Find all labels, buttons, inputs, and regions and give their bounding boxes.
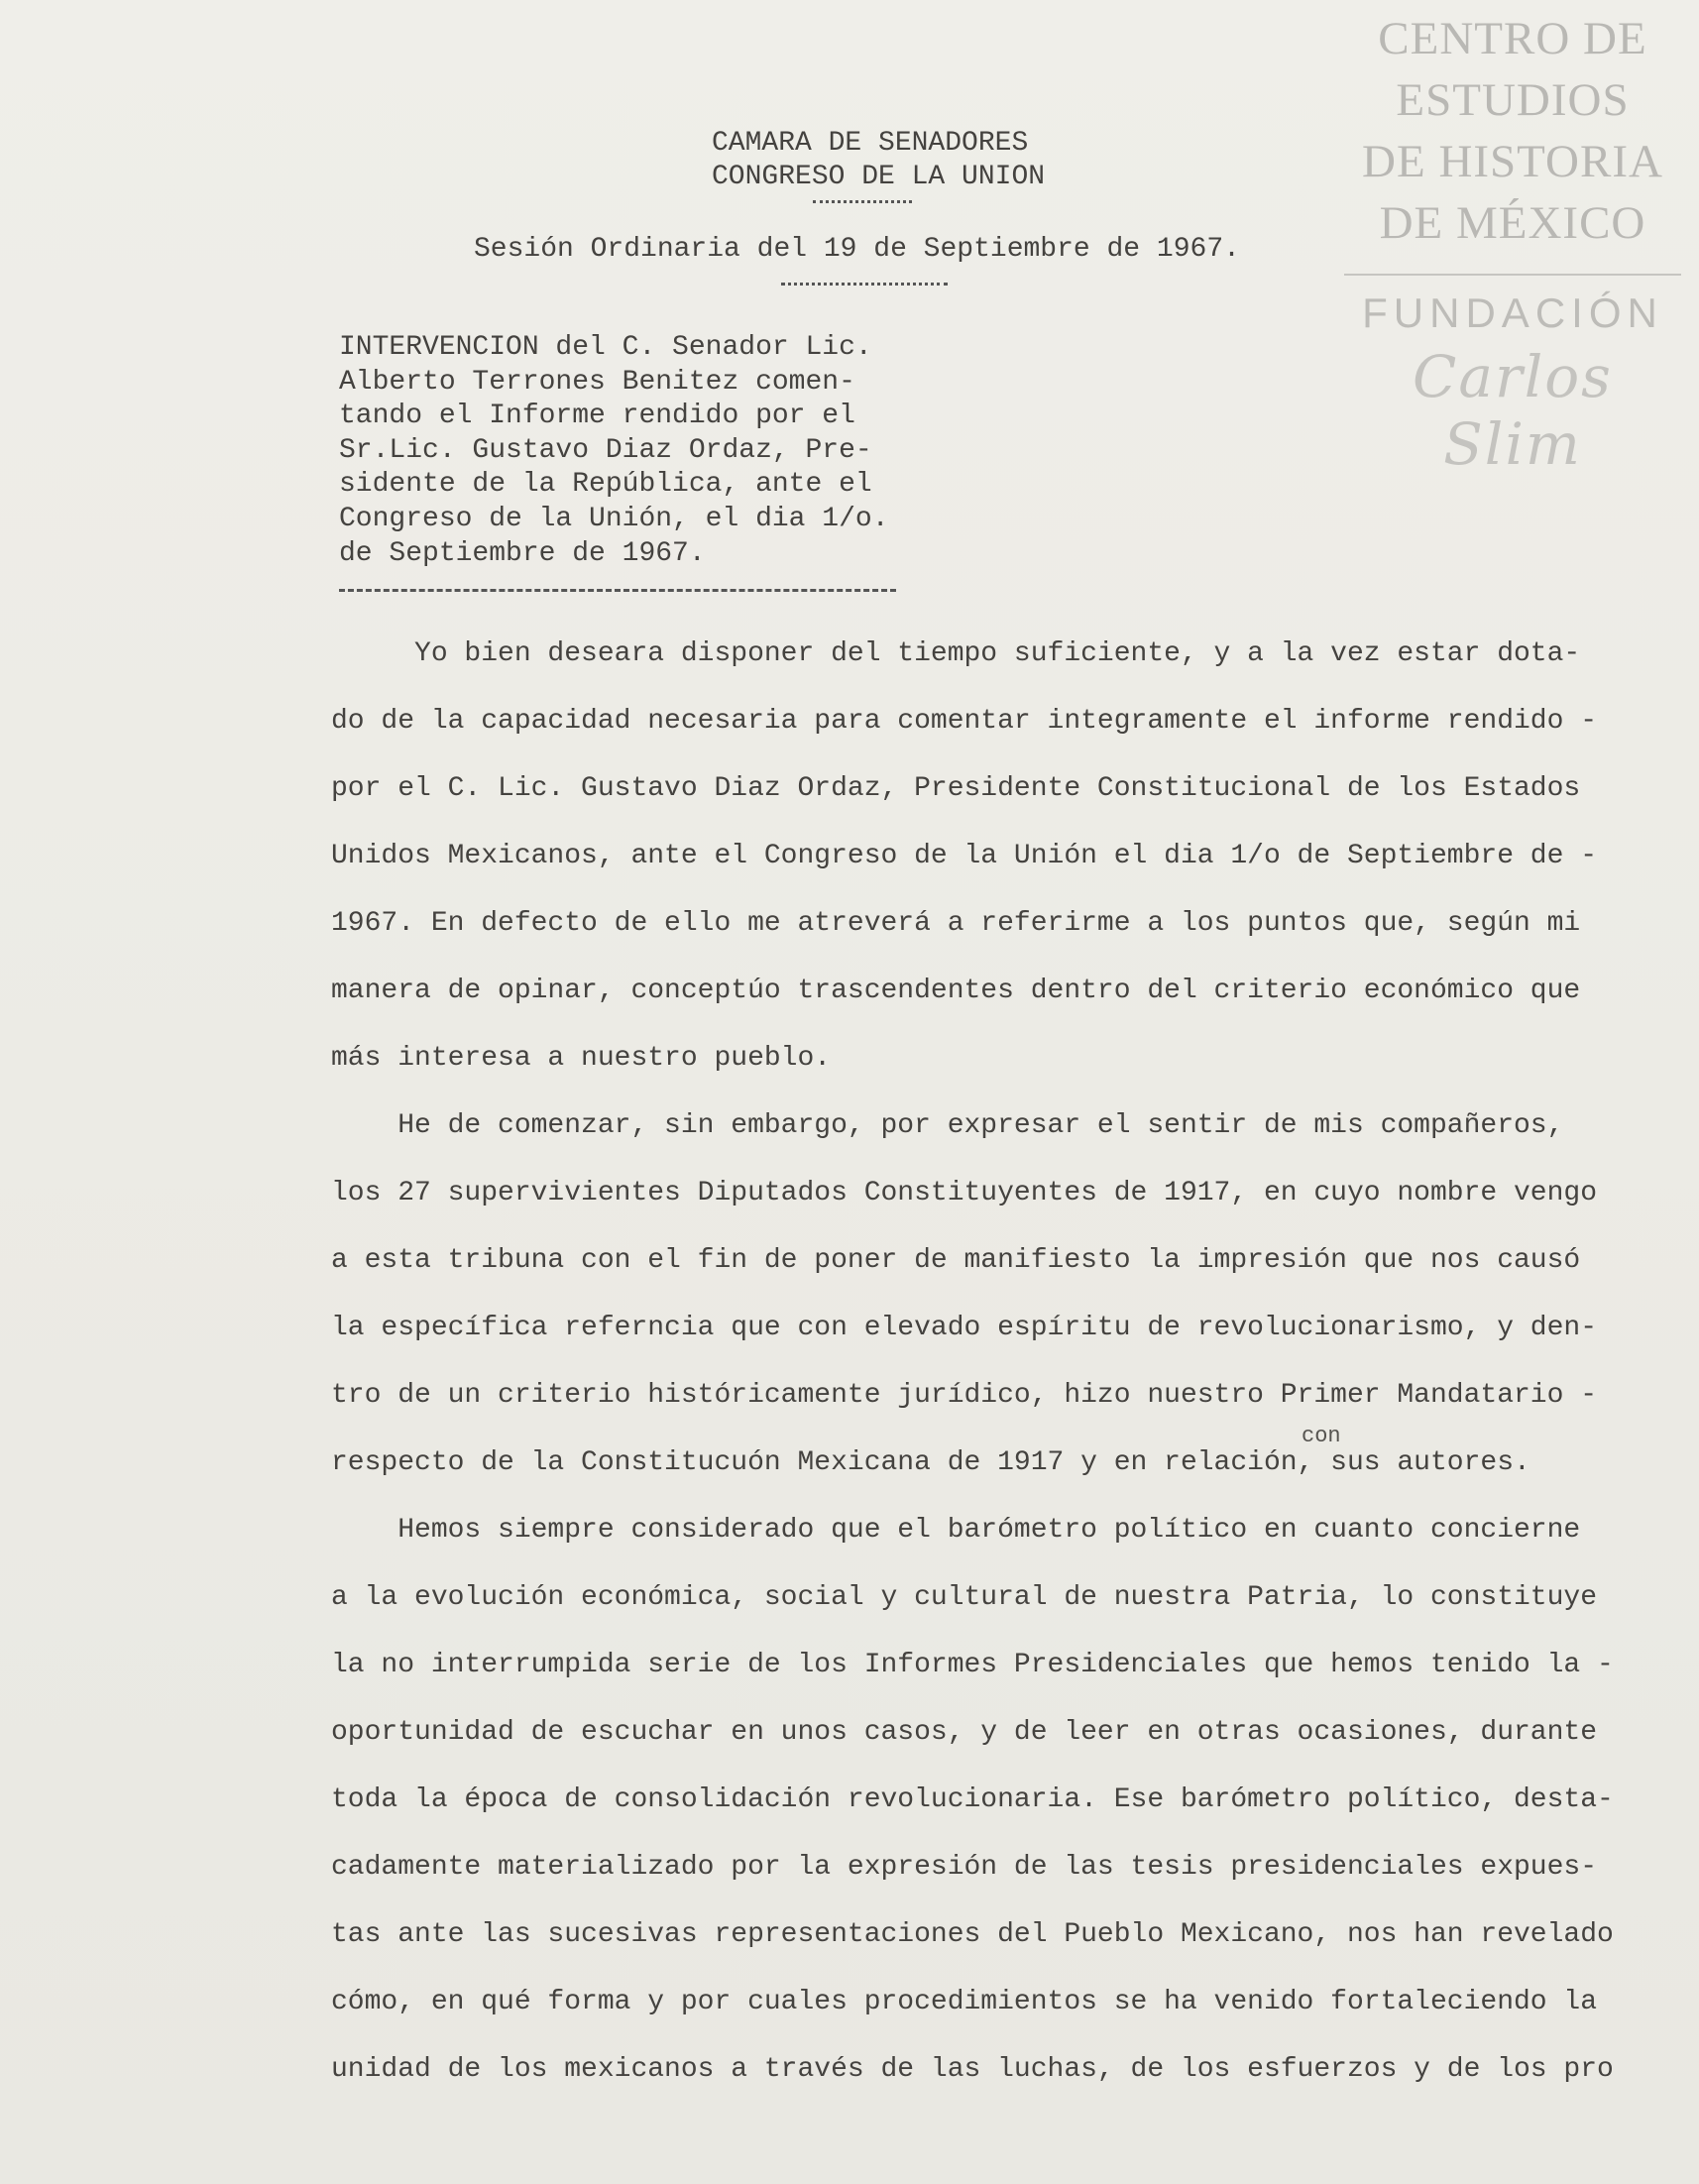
body-line: Yo bien deseara disponer del tiempo suficiente, y a la vez estar dota- bbox=[331, 638, 1581, 669]
body-line: 1967. En defecto de ello me atreverá a referirme a los puntos que, según mi bbox=[331, 908, 1581, 939]
body-line: unidad de los mexicanos a través de las luchas, de los esfuerzos y de los pro bbox=[331, 2054, 1614, 2085]
intervention-line: Sr.Lic. Gustavo Diaz Ordaz, Pre- bbox=[339, 434, 872, 466]
body-line: He de comenzar, sin embargo, por expresar el sentir de mis compañeros, bbox=[331, 1110, 1564, 1141]
body-line: la específica referncia que con elevado espíritu de revolucionarismo, y den- bbox=[331, 1313, 1598, 1343]
speech-body bbox=[331, 632, 1640, 2116]
body-line: los 27 supervivientes Diputados Constituyentes de 1917, en cuyo nombre vengo bbox=[331, 1178, 1598, 1208]
body-line: tro de un criterio históricamente jurídico, hizo nuestro Primer Mandatario - bbox=[331, 1380, 1598, 1411]
body-line: la no interrumpida serie de los Informes Presidenciales que hemos tenido la - bbox=[331, 1650, 1614, 1680]
body-line: cómo, en qué forma y por cuales procedimientos se ha venido fortaleciendo la bbox=[331, 1987, 1598, 2017]
body-line: por el C. Lic. Gustavo Diaz Ordaz, Presidente Constitucional de los Estados bbox=[331, 773, 1581, 804]
watermark-line: DE HISTORIA bbox=[1362, 136, 1663, 187]
archive-watermark bbox=[1344, 8, 1681, 478]
watermark-foundation: FUNDACIÓN bbox=[1362, 289, 1663, 336]
intervention-line: de Septiembre de 1967. bbox=[339, 537, 706, 569]
body-line: a la evolución económica, social y cultural de nuestra Patria, lo constituye bbox=[331, 1582, 1598, 1613]
watermark-divider bbox=[1344, 274, 1681, 276]
body-line: a esta tribuna con el fin de poner de manifiesto la impresión que nos causó bbox=[331, 1245, 1581, 1276]
body-line: toda la época de consolidación revolucionaria. Ese barómetro político, desta- bbox=[331, 1784, 1614, 1815]
body-line: más interesa a nuestro pueblo. bbox=[331, 1043, 832, 1074]
watermark-line: ESTUDIOS bbox=[1396, 74, 1630, 126]
intervention-divider bbox=[339, 589, 896, 592]
body-line: manera de opinar, conceptúo trascendentes dentro del criterio económico que bbox=[331, 976, 1581, 1006]
watermark-line: CENTRO DE bbox=[1378, 13, 1647, 64]
watermark-line: DE MÉXICO bbox=[1379, 197, 1646, 249]
handwritten-insertion: con bbox=[1302, 1424, 1341, 1448]
session-title: Sesión Ordinaria del 19 de Septiembre de 1967. bbox=[474, 234, 1240, 265]
session-divider bbox=[781, 283, 948, 286]
intervention-line: sidente de la República, ante el bbox=[339, 469, 872, 501]
body-line: respecto de la Constitucuón Mexicana de 1917 y en relación, sus autores. bbox=[331, 1447, 1530, 1478]
header-chamber: CAMARA DE SENADORES bbox=[712, 128, 1029, 159]
header-congress: CONGRESO DE LA UNION bbox=[712, 162, 1046, 192]
intervention-line: Congreso de la Unión, el dia 1/o. bbox=[339, 503, 889, 534]
header-divider bbox=[813, 200, 912, 203]
body-line: Unidos Mexicanos, ante el Congreso de la Unión el dia 1/o de Septiembre de - bbox=[331, 841, 1598, 871]
body-line: oportunidad de escuchar en unos casos, y de leer en otras ocasiones, durante bbox=[331, 1717, 1598, 1748]
body-line: do de la capacidad necesaria para comentar integramente el informe rendido - bbox=[331, 706, 1598, 737]
body-line: cadamente materializado por la expresión de las tesis presidenciales expues- bbox=[331, 1852, 1598, 1883]
intervention-line: INTERVENCION del C. Senador Lic. bbox=[339, 332, 872, 363]
intervention-line: Alberto Terrones Benitez comen- bbox=[339, 366, 855, 398]
watermark-signature: Carlos Slim bbox=[1413, 343, 1613, 478]
body-line: Hemos siempre considerado que el barómetro político en cuanto concierne bbox=[331, 1515, 1581, 1546]
document-header bbox=[712, 127, 1108, 194]
intervention-summary bbox=[339, 331, 934, 571]
intervention-line: tando el Informe rendido por el bbox=[339, 401, 855, 432]
body-line: tas ante las sucesivas representaciones del Pueblo Mexicano, nos han revelado bbox=[331, 1919, 1614, 1950]
